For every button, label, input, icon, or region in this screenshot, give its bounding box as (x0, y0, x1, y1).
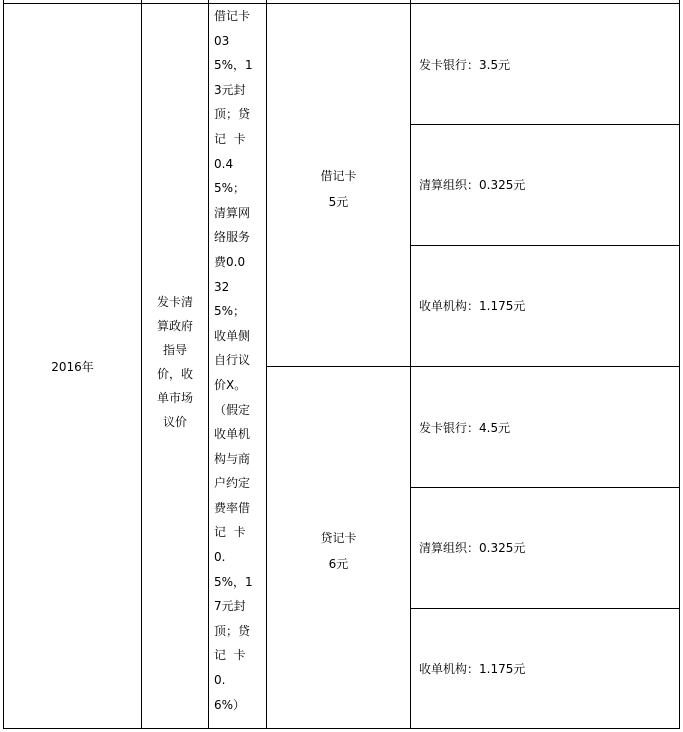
pricing-mode-cell (142, 290, 208, 434)
policy-line: 自行议 (214, 353, 251, 368)
item-divider-3 (410, 487, 680, 488)
policy-line: 费0.0 (214, 254, 246, 269)
policy-line: 费率借 (214, 500, 251, 515)
pricing-mode-line: 议价 (162, 415, 187, 429)
policy-line: 清算网 (214, 205, 251, 220)
policy-line: 5%； (214, 181, 246, 196)
pricing-mode-line: 发卡清 (156, 295, 193, 309)
table-border-top (3, 3, 680, 4)
column-divider-4 (410, 0, 411, 729)
policy-line: （假定 (214, 402, 251, 417)
policy-line: 0.4 (214, 156, 234, 171)
policy-line: 络服务 (214, 230, 251, 245)
policy-line: 价X。 (214, 377, 247, 392)
pricing-mode-line: 指导 (162, 343, 187, 357)
table-border-right (679, 0, 680, 729)
policy-line: 户约定 (214, 476, 251, 491)
policy-line: 3元封 (214, 82, 246, 97)
pricing-mode-line: 价，收 (156, 367, 193, 381)
policy-cell (214, 4, 264, 717)
policy-line: 构与商 (214, 451, 251, 466)
policy-line: 记 卡 (214, 648, 246, 663)
fee-split-item: 收单机构：1.175元 (419, 299, 526, 313)
card-type-label: 贷记卡 (320, 531, 357, 545)
policy-line: 收单侧 (214, 328, 251, 343)
card-type-label: 借记卡 (320, 169, 357, 183)
debit-card-cell (267, 163, 410, 215)
fee-split-item: 收单机构：1.175元 (419, 662, 526, 676)
policy-line: 收单机 (214, 427, 251, 442)
card-fee-total: 5元 (328, 195, 349, 209)
group-divider (266, 366, 680, 367)
policy-line: 5%，1 (214, 58, 253, 73)
policy-line: 顶；贷 (214, 623, 251, 638)
policy-line: 借记卡 (214, 9, 251, 23)
policy-line: 0. (214, 673, 226, 688)
card-fee-total: 6元 (328, 557, 349, 571)
table-border-bottom (3, 728, 680, 729)
column-divider-2 (208, 0, 209, 729)
pricing-mode-line: 算政府 (156, 319, 193, 333)
column-divider-3 (266, 0, 267, 729)
policy-line: 5%，1 (214, 574, 253, 589)
item-divider-2 (410, 245, 680, 246)
policy-line: 顶；贷 (214, 107, 251, 122)
policy-line: 0. (214, 550, 226, 565)
credit-card-cell (267, 525, 410, 577)
policy-line: 记 卡 (214, 525, 246, 540)
year-cell: 2016年 (51, 360, 94, 374)
pricing-mode-line: 单市场 (156, 391, 193, 405)
item-divider-4 (410, 608, 680, 609)
fee-split-item: 发卡银行：3.5元 (419, 58, 511, 72)
policy-line: 7元封 (214, 599, 246, 614)
policy-line: 5%； (214, 304, 246, 319)
policy-line: 6%） (214, 697, 246, 712)
item-divider-1 (410, 124, 680, 125)
fee-split-item: 发卡银行：4.5元 (419, 421, 511, 435)
fee-split-item: 清算组织：0.325元 (419, 541, 526, 555)
policy-line: 03 (214, 33, 230, 48)
policy-line: 32 (214, 279, 230, 294)
fee-split-item: 清算组织：0.325元 (419, 178, 526, 192)
policy-line: 记 卡 (214, 131, 246, 146)
